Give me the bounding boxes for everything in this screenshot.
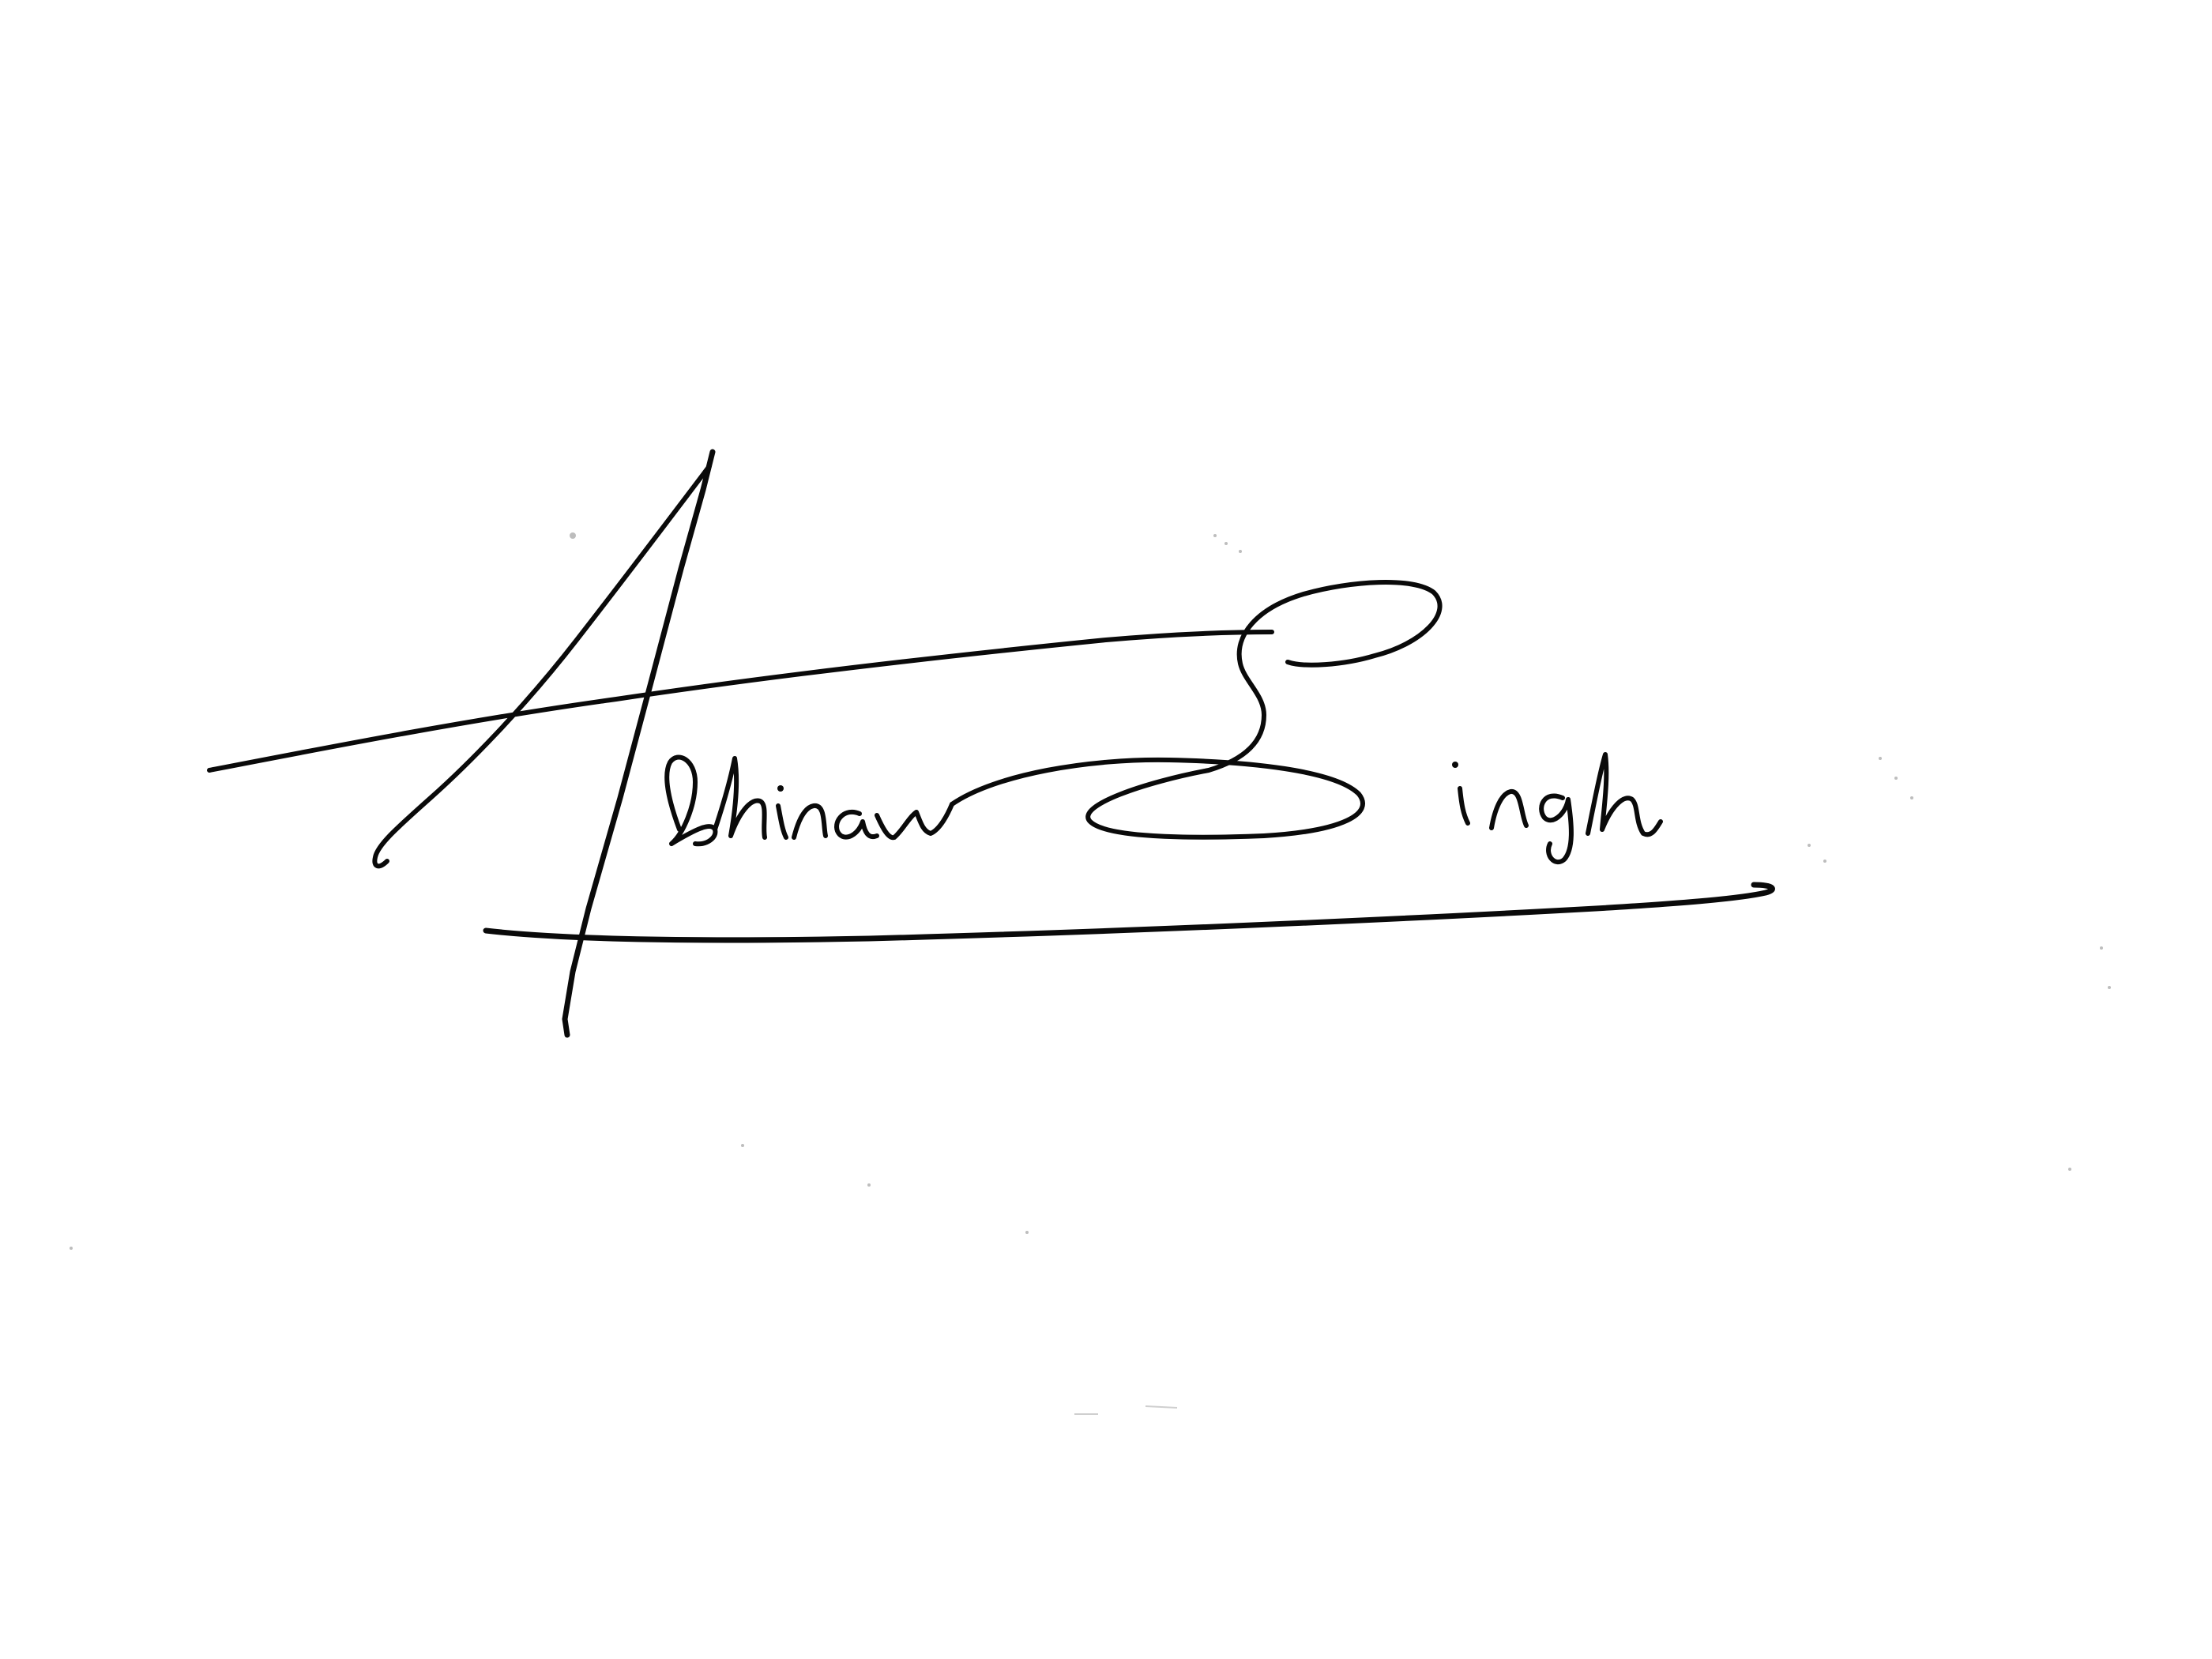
letter-g-stroke xyxy=(1541,796,1571,862)
signature-underline xyxy=(486,885,1772,940)
letter-v-stroke xyxy=(877,804,952,837)
letter-h2-stroke xyxy=(1588,754,1661,834)
paper-specks xyxy=(70,532,2111,1414)
letter-n2-stroke xyxy=(1492,792,1526,828)
signature-strokes xyxy=(209,452,1772,1035)
crossbar-stroke xyxy=(209,632,1272,770)
letter-a2-stroke xyxy=(837,812,877,837)
letter-h-stroke xyxy=(715,758,765,837)
letter-i2-stroke xyxy=(1460,788,1468,823)
letter-i-stroke xyxy=(778,806,786,837)
letter-i-dot xyxy=(777,785,784,792)
letter-a-long-stroke xyxy=(565,452,713,1035)
letter-n-stroke xyxy=(794,806,826,837)
letter-a-left-stroke xyxy=(374,466,709,866)
letter-i2-dot xyxy=(1452,762,1458,768)
letter-b-stroke xyxy=(667,757,715,844)
letter-s-loop xyxy=(952,582,1440,837)
